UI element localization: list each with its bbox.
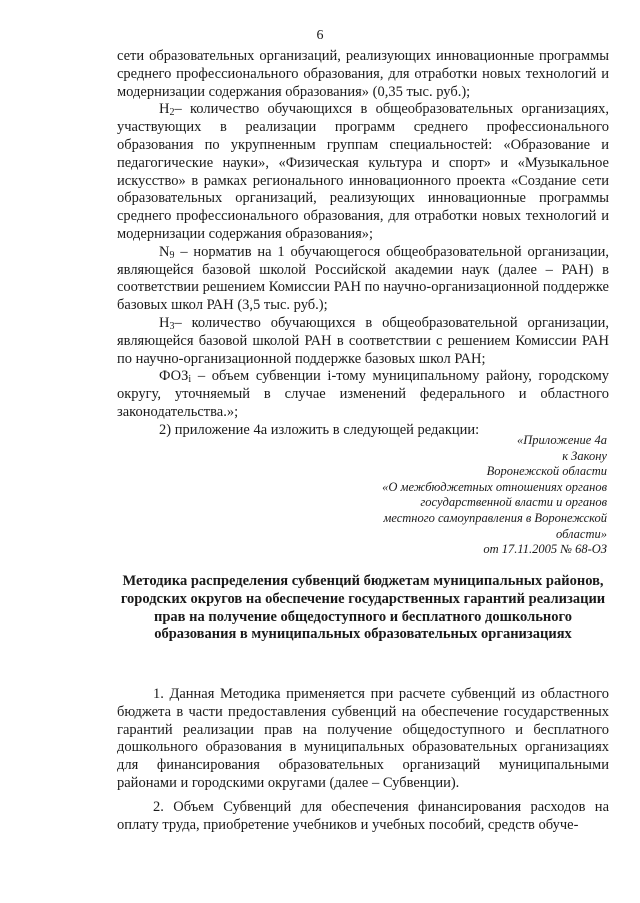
appendix-line: «Приложение 4а [517,433,607,447]
continuation-text [117,48,609,440]
symbol-h2: $Н_2$ [159,101,175,119]
methodology-title: Методика распределения субвенций бюджетам муниципальных районов, городских округов на обеспечение государственных гарантий реализации прав на получение общедоступного и бесплатного дошкольного образования в муниципальных образовательных организациях [120,573,606,643]
paragraph-appendix-instruction: 2) приложение 4а изложить в следующей редакции: [159,421,480,438]
paragraph-foz-definition: $ФОЗ_i$ – объем субвенции i-тому муниципальному району, городскому округу, уточняемый в случае изменений федерального и областного законодательства.»; [117,368,609,420]
appendix-line: от 17.11.2005 № 68-ОЗ [483,542,607,557]
methodology-item-2: 2. Объем Субвенций для обеспечения финансирования расходов на оплату труда, приобретение учебников и учебных пособий, средств обуче- [117,798,609,833]
paragraph-h3-definition: $Н_3-$ количество обучающихся в общеобразовательной организации, являющейся базовой школой РАН в соответствии с решением Комиссии РАН по научно-организационной поддержке базовых школ РАН; [117,314,609,367]
symbol-foz: $ФОЗ_i$ [159,368,192,386]
symbol-h3: $Н_3$ [159,314,175,332]
appendix-line: Воронежской области [486,464,607,479]
methodology-item-1: 1. Данная Методика применяется при расчете субвенций из областного бюджета в части предоставления субвенций на обеспечение государственных гарантий реализации прав на получение общедоступного и бесплатного дошкольного образования в муниципальных образовательных организациях для финансирования образовательных организаций муниципальными районами и городскими округами (далее – Субвенции). [117,686,609,791]
paragraph-n9-definition: $N_9$ – норматив на 1 обучающегося общеобразовательной организации, являющейся базовой школой Российской академии наук (далее – РАН) в соответствии решением Комиссии РАН по научно-организационной поддержке базовых школ РАН (3,5 тыс. руб.); [117,243,609,314]
appendix-line: «О межбюджетных отношениях органов [382,479,607,494]
symbol-n9: $N_9$ [159,243,175,261]
appendix-line: местного самоуправления в Воронежской [383,510,607,525]
page-number: 6 [316,28,324,43]
paragraph-h2-definition: $Н_2-$ количество обучающихся в общеобразовательных организациях, участвующих в реализации программ среднего профессионального образования по укрупненным группам специальностей: «Образование и педагогические науки», «Физическая культура и спорт» и «Музыкальное искусство» в рамках регионального инновационного проекта «Создание сети образовательных организаций, реализующих инновационные программы среднего профессионального образования, для отработки новых технологий и модернизации содержания образования»; [117,101,609,242]
appendix-line: области» [556,526,607,541]
appendix-line: государственной власти и органов [420,495,607,510]
methodology-body [117,686,609,834]
appendix-line: к Закону [562,448,607,463]
appendix-header [337,433,607,558]
paragraph-network: сети образовательных организаций, реализующих инновационные программы среднего профессионального образования, для отработки новых технологий и модернизации содержания образования» (0,35 тыс. руб.); [117,48,609,100]
